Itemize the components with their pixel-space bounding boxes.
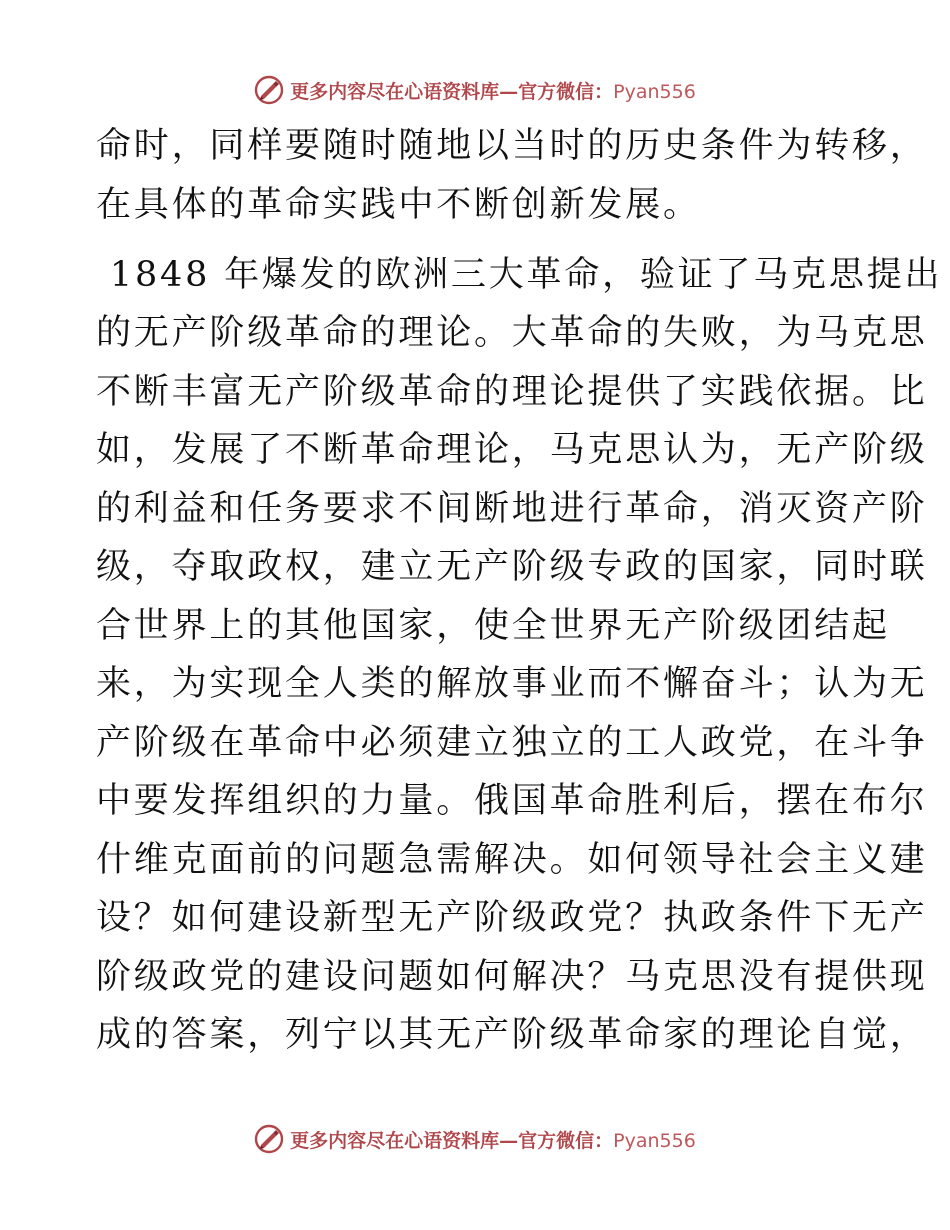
banner-inner: [254, 75, 696, 105]
banner-text: [290, 1126, 696, 1153]
text-line: 命时，同样要随时随地以当时的历史条件为转移，: [96, 126, 928, 166]
text-line: 1848 年爆发的欧洲三大革命，验证了马克思提出: [96, 254, 943, 295]
paragraph-1: [96, 122, 928, 229]
footer-watermark-banner: [0, 1122, 950, 1156]
banner-text: [290, 77, 696, 104]
text-line: 来，为实现全人类的解放事业而不懈奋斗；认为无: [96, 664, 928, 704]
pen-logo-icon: [254, 75, 284, 105]
text-line: 中要发挥组织的力量。俄国革命胜利后，摆在布尔: [96, 781, 928, 821]
text-line: 在具体的革命实践中不断创新发展。: [96, 184, 701, 225]
banner-label: 更多内容尽在心语资料库—官方微信：: [290, 1129, 614, 1152]
text-line: 如，发展了不断革命理论，马克思认为，无产阶级: [96, 430, 928, 470]
pen-logo-icon: [254, 1124, 284, 1154]
text-line: 设？如何建设新型无产阶级政党？执政条件下无产: [96, 898, 928, 938]
banner-wechat-id: Pyan556: [613, 80, 696, 103]
document-body: [96, 122, 943, 1070]
text-line: 不断丰富无产阶级革命的理论提供了实践依据。比: [96, 371, 928, 412]
banner-label: 更多内容尽在心语资料库—官方微信：: [290, 80, 614, 103]
text-line: 什维克面前的问题急需解决。如何领导社会主义建: [96, 839, 928, 880]
banner-wechat-id: Pyan556: [613, 1129, 696, 1152]
text-line: 产阶级在革命中必须建立独立的工人政党，在斗争: [96, 722, 928, 763]
text-line: 阶级政党的建设问题如何解决？马克思没有提供现: [96, 956, 928, 997]
text-line: 成的答案，列宁以其无产阶级革命家的理论自觉，: [96, 1015, 928, 1055]
banner-inner: [254, 1124, 696, 1154]
text-line: 的利益和任务要求不间断地进行革命，消灭资产阶: [96, 488, 928, 529]
text-line: 合世界上的其他国家，使全世界无产阶级团结起: [96, 605, 890, 646]
text-line: 级，夺取政权，建立无产阶级专政的国家，同时联: [96, 547, 928, 587]
header-watermark-banner: [0, 73, 950, 107]
text-line: 的无产阶级革命的理论。大革命的失败，为马克思: [96, 313, 928, 353]
paragraph-2: [96, 251, 943, 1060]
